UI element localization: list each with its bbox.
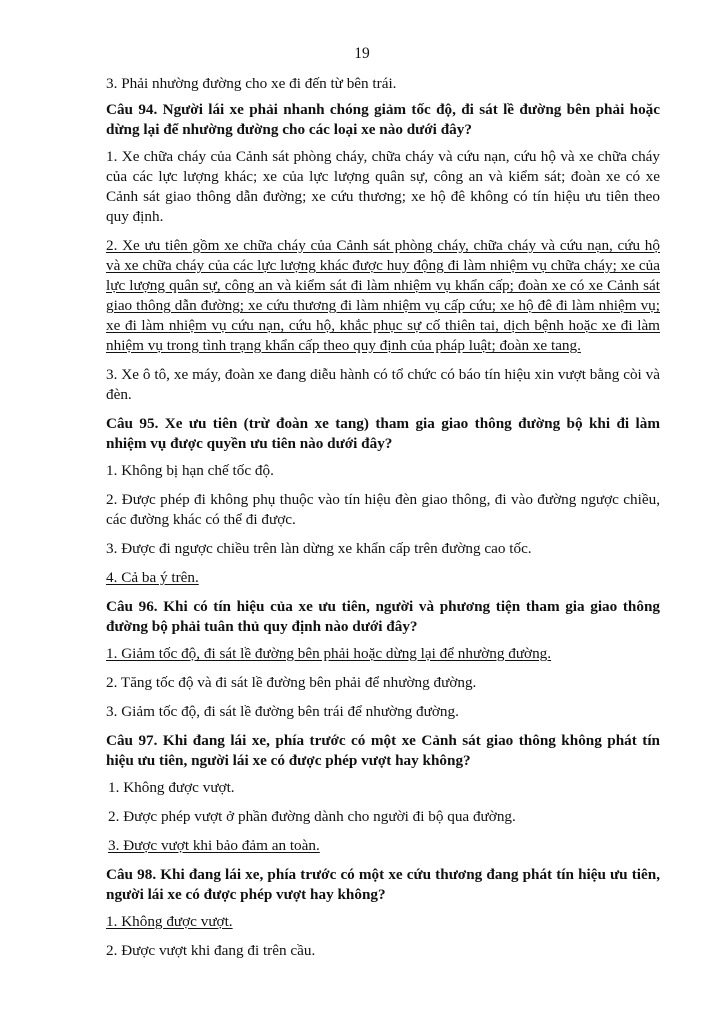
question-94-answer-3: 3. Xe ô tô, xe máy, đoàn xe đang diễu hành có tổ chức có báo tín hiệu xin vượt bằng còi và đèn. bbox=[106, 366, 660, 403]
question-94-answer-1: 1. Xe chữa cháy của Cảnh sát phòng cháy, chữa cháy và cứu nạn, cứu hộ và xe chữa cháy của các lực lượng khác; xe của lực lượng quân sự, công an và kiểm sát; đoàn xe có xe Cảnh sát giao thông dẫn đường; xe cứu thương; xe hộ đê không có tín hiệu ưu tiên theo quy định. bbox=[106, 148, 660, 225]
question-95: Câu 95. Xe ưu tiên (trừ đoàn xe tang) tham gia giao thông đường bộ khi đi làm nhiệm vụ được quyền ưu tiên nào dưới đây? bbox=[106, 415, 660, 452]
question-98-answer-1-correct: 1. Không được vượt. bbox=[106, 913, 233, 930]
lead-answer: 3. Phải nhường đường cho xe đi đến từ bên trái. bbox=[106, 75, 397, 92]
question-96-answer-3: 3. Giảm tốc độ, đi sát lề đường bên trái để nhường đường. bbox=[106, 703, 459, 720]
question-97-answer-1: 1. Không được vượt. bbox=[108, 779, 235, 796]
question-94-answer-2-correct: 2. Xe ưu tiên gồm xe chữa cháy của Cảnh sát phòng cháy, chữa cháy và cứu nạn, cứu hộ và xe chữa cháy của các lực lượng khác được huy động đi làm nhiệm vụ chữa cháy; xe của lực lượng quân sự, công an và kiểm sát đi làm nhiệm vụ khẩn cấp; đoàn xe có xe Cảnh sát giao thông dẫn đường; xe cứu thương đi làm nhiệm vụ cấp cứu; xe hộ đê đi làm nhiệm vụ; xe đi làm nhiệm vụ cứu nạn, cứu hộ, khắc phục sự cố thiên tai, dịch bệnh hoặc xe đi làm nhiệm vụ trong tình trạng khẩn cấp theo quy định của pháp luật; đoàn xe tang. bbox=[106, 237, 660, 354]
question-98: Câu 98. Khi đang lái xe, phía trước có một xe cứu thương đang phát tín hiệu ưu tiên, người lái xe có được phép vượt hay không? bbox=[106, 866, 660, 903]
question-95-answer-1: 1. Không bị hạn chế tốc độ. bbox=[106, 462, 274, 479]
question-95-answer-3: 3. Được đi ngược chiều trên làn dừng xe khẩn cấp trên đường cao tốc. bbox=[106, 540, 532, 557]
question-94: Câu 94. Người lái xe phải nhanh chóng giảm tốc độ, đi sát lề đường bên phải hoặc dừng lại để nhường đường cho các loại xe nào dưới đây? bbox=[106, 101, 660, 138]
question-97-answer-2: 2. Được phép vượt ở phần đường dành cho người đi bộ qua đường. bbox=[108, 808, 516, 825]
question-95-answer-2: 2. Được phép đi không phụ thuộc vào tín hiệu đèn giao thông, đi vào đường ngược chiều, các đường khác có thể đi được. bbox=[106, 491, 660, 528]
page-number: 19 bbox=[354, 45, 370, 62]
question-97: Câu 97. Khi đang lái xe, phía trước có một xe Cảnh sát giao thông không phát tín hiệu ưu tiên, người lái xe có được phép vượt hay không? bbox=[106, 732, 660, 769]
question-95-answer-4-correct: 4. Cả ba ý trên. bbox=[106, 569, 199, 586]
question-96-answer-2: 2. Tăng tốc độ và đi sát lề đường bên phải để nhường đường. bbox=[106, 674, 477, 691]
question-96-answer-1-correct: 1. Giảm tốc độ, đi sát lề đường bên phải hoặc dừng lại để nhường đường. bbox=[106, 645, 552, 662]
page-content bbox=[106, 74, 660, 970]
question-96: Câu 96. Khi có tín hiệu của xe ưu tiên, người và phương tiện tham gia giao thông đường bộ phải tuân thủ quy định nào dưới đây? bbox=[106, 598, 660, 635]
question-98-answer-2: 2. Được vượt khi đang đi trên cầu. bbox=[106, 942, 316, 959]
question-97-answer-3-correct: 3. Được vượt khi bảo đảm an toàn. bbox=[108, 837, 320, 854]
